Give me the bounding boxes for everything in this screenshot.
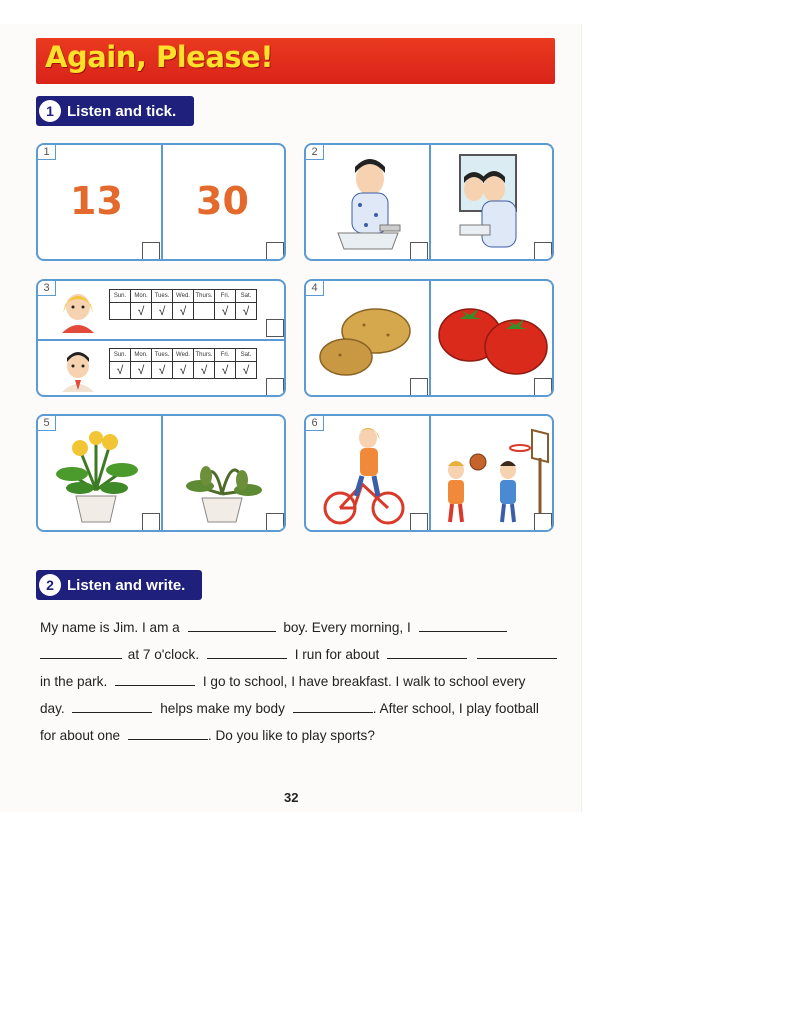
- passage-text: for about one: [40, 728, 121, 743]
- day-tick: √: [131, 362, 152, 379]
- exercise-card-2: [304, 143, 554, 261]
- section-2-instruction: Listen and write.: [67, 576, 186, 594]
- day-tick: [110, 303, 131, 320]
- card-number: 6: [306, 416, 324, 431]
- number-right: 30: [196, 179, 249, 223]
- day-header: Tues.: [152, 290, 173, 303]
- passage-text: . After school, I play football: [372, 701, 539, 716]
- tick-box-5a[interactable]: [142, 513, 160, 531]
- day-tick: √: [236, 362, 257, 379]
- day-tick: √: [236, 303, 257, 320]
- card-divider: [161, 416, 163, 530]
- day-header: Sun.: [110, 290, 131, 303]
- exercise-card-4: [304, 279, 554, 397]
- exercise-card-6: [304, 414, 554, 532]
- section-1-instruction: Listen and tick.: [67, 102, 177, 120]
- girl-face-illustration: [58, 287, 98, 335]
- day-header: Wed.: [173, 290, 194, 303]
- answer-blank-8[interactable]: [72, 699, 152, 713]
- healthy-plant-illustration: [50, 430, 142, 526]
- passage-line-4: [40, 695, 556, 722]
- day-header: Sun.: [110, 349, 131, 362]
- answer-blank-9[interactable]: [293, 699, 373, 713]
- day-tick: [194, 303, 215, 320]
- wilted-plant-illustration: [176, 434, 268, 526]
- day-tick: √: [110, 362, 131, 379]
- card-number: 5: [38, 416, 56, 431]
- day-header: Mon.: [131, 290, 152, 303]
- section-1-number: 1: [39, 100, 61, 122]
- card-divider: [38, 339, 284, 341]
- tick-box-5b[interactable]: [266, 513, 284, 531]
- tick-box-3a[interactable]: [266, 319, 284, 337]
- boy-brushing-teeth-illustration: [454, 153, 544, 255]
- exercise-card-1: [36, 143, 286, 261]
- card-divider: [429, 281, 431, 395]
- day-tick: √: [173, 303, 194, 320]
- passage-text: My name is Jim. I am a: [40, 620, 180, 635]
- day-header: Fri.: [215, 349, 236, 362]
- fill-in-passage: [40, 614, 556, 749]
- card-number: 2: [306, 145, 324, 160]
- kids-playing-basketball-illustration: [436, 422, 550, 528]
- page-title: Again, Please!: [45, 40, 274, 74]
- day-tick: √: [152, 362, 173, 379]
- day-tick: √: [173, 362, 194, 379]
- passage-text: in the park.: [40, 674, 108, 689]
- passage-line-2: [40, 641, 556, 668]
- workbook-page: [0, 24, 582, 812]
- answer-blank-6[interactable]: [477, 645, 557, 659]
- passage-text: boy. Every morning, I: [283, 620, 411, 635]
- passage-line-3: [40, 668, 556, 695]
- boy-face-illustration: [58, 346, 98, 394]
- passage-text: I run for about: [294, 647, 380, 662]
- answer-blank-10[interactable]: [128, 726, 208, 740]
- card-number: 4: [306, 281, 324, 296]
- answer-blank-5[interactable]: [387, 645, 467, 659]
- section-2-header: [36, 570, 202, 600]
- passage-text: . Do you like to play sports?: [207, 728, 375, 743]
- number-left: 13: [70, 179, 123, 223]
- tick-box-1a[interactable]: [142, 242, 160, 260]
- tick-box-6a[interactable]: [410, 513, 428, 531]
- tick-box-4b[interactable]: [534, 378, 552, 396]
- section-1-header: [36, 96, 194, 126]
- potatoes-illustration: [314, 303, 424, 383]
- tick-box-3b[interactable]: [266, 378, 284, 396]
- day-header: Mon.: [131, 349, 152, 362]
- girl-days-table: [109, 289, 257, 320]
- tomatoes-illustration: [436, 299, 552, 383]
- section-2-number: 2: [39, 574, 61, 596]
- day-header: Sat.: [236, 349, 257, 362]
- day-tick: √: [194, 362, 215, 379]
- passage-text: helps make my body: [160, 701, 285, 716]
- answer-blank-2[interactable]: [419, 618, 507, 632]
- day-header: Tues.: [152, 349, 173, 362]
- passage-line-1: [40, 614, 556, 641]
- answer-blank-4[interactable]: [207, 645, 287, 659]
- exercise-card-5: [36, 414, 286, 532]
- passage-text: day.: [40, 701, 65, 716]
- tick-box-1b[interactable]: [266, 242, 284, 260]
- answer-blank-1[interactable]: [188, 618, 276, 632]
- passage-text: I go to school, I have breakfast. I walk to school every: [202, 674, 526, 689]
- page-number: 32: [284, 790, 299, 805]
- day-header: Thurs.: [194, 349, 215, 362]
- passage-line-5: [40, 722, 556, 749]
- day-header: Thurs.: [194, 290, 215, 303]
- girl-riding-bike-illustration: [322, 422, 406, 528]
- boy-days-table: [109, 348, 257, 379]
- day-tick: √: [215, 303, 236, 320]
- card-divider: [161, 145, 163, 259]
- tick-box-2b[interactable]: [534, 242, 552, 260]
- answer-blank-3[interactable]: [40, 645, 122, 659]
- day-tick: √: [131, 303, 152, 320]
- passage-text: at 7 o'clock.: [127, 647, 200, 662]
- tick-box-2a[interactable]: [410, 242, 428, 260]
- title-banner: [36, 38, 555, 84]
- day-tick: √: [215, 362, 236, 379]
- day-header: Wed.: [173, 349, 194, 362]
- exercise-card-3: [36, 279, 286, 397]
- card-divider: [429, 145, 431, 259]
- day-header: Fri.: [215, 290, 236, 303]
- card-divider: [429, 416, 431, 530]
- boy-washing-hands-illustration: [328, 155, 408, 255]
- card-number: 3: [38, 281, 56, 296]
- card-number: 1: [38, 145, 56, 160]
- day-tick: √: [152, 303, 173, 320]
- day-header: Sat.: [236, 290, 257, 303]
- tick-box-4a[interactable]: [410, 378, 428, 396]
- tick-box-6b[interactable]: [534, 513, 552, 531]
- answer-blank-7[interactable]: [115, 672, 195, 686]
